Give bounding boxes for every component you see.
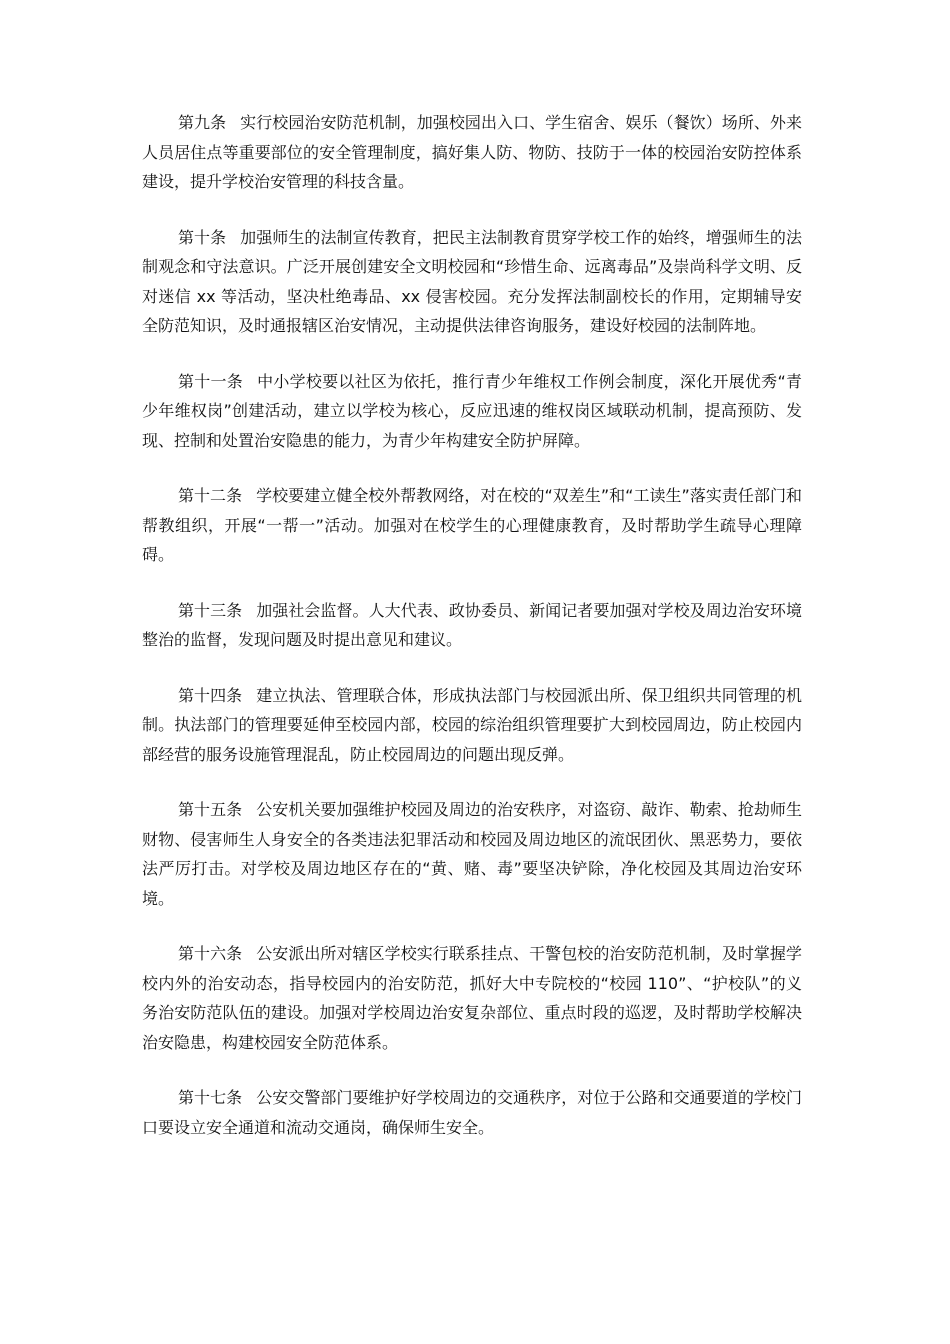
article-12	[142, 481, 802, 570]
article-number: 第十六条	[178, 944, 243, 963]
article-text: 公安交警部门要维护好学校周边的交通秩序，对位于公路和交通要道的学校门口要设立安全通道和流动交通岗，确保师生安全。	[142, 1088, 802, 1137]
article-16	[142, 939, 802, 1057]
article-number: 第十三条	[178, 600, 243, 620]
article-text: 建立执法、管理联合体，形成执法部门与校园派出所、保卫组织共同管理的机制。执法部门的管理要延伸至校园内部，校园的综治组织管理要扩大到校园周边，防止校园内部经营的服务设施管理混乱，防止校园周边的问题出现反弹。	[142, 685, 802, 764]
document-page	[142, 108, 802, 1168]
article-11	[142, 367, 802, 456]
article-text: 中小学校要以社区为依托，推行青少年维权工作例会制度，深化开展优秀“青少年维权岗”创建活动，建立以学校为核心，反应迅速的维权岗区域联动机制，提高预防、发现、控制和处置治安隐患的能力，为青少年构建安全防护屏障。	[142, 371, 802, 450]
article-text: 公安机关要加强维护校园及周边的治安秩序，对盗窃、敲诈、勒索、抢劫师生财物、侵害师生人身安全的各类违法犯罪活动和校园及周边地区的流氓团伙、黑恶势力，要依法严厉打击。对学校及周边地区存在的“黄、赌、毒”要坚决铲除，净化校园及其周边治安环境。	[142, 800, 802, 908]
article-number: 第十一条	[178, 371, 244, 391]
article-text: 公安派出所对辖区学校实行联系挂点、干警包校的治安防范机制，及时掌握学校内外的治安动态，指导校园内的治安防范，抓好大中专院校的“校园 110”、“护校队”的义务治安防范队伍的建设。加强对学校周边治安复杂部位、重点时段的巡逻，及时帮助学校解决治安隐患，构建校园安全防范体系。	[142, 944, 802, 1052]
article-15	[142, 795, 802, 913]
article-text: 加强社会监督。人大代表、政协委员、新闻记者要加强对学校及周边治安环境整治的监督，发现问题及时提出意见和建议。	[142, 600, 802, 649]
article-text: 实行校园治安防范机制，加强校园出入口、学生宿舍、娱乐（餐饮）场所、外来人员居住点等重要部位的安全管理制度，搞好集人防、物防、技防于一体的校园治安防控体系建设，提升学校治安管理的科技含量。	[142, 113, 802, 191]
article-text: 学校要建立健全校外帮教网络，对在校的“双差生”和“工读生”落实责任部门和帮教组织，开展“一帮一”活动。加强对在校学生的心理健康教育，及时帮助学生疏导心理障碍。	[142, 486, 802, 564]
article-10	[142, 223, 802, 341]
article-number: 第十四条	[178, 685, 243, 705]
article-number: 第九条	[178, 113, 227, 132]
article-number: 第十五条	[178, 800, 243, 819]
article-9	[142, 108, 802, 197]
article-14	[142, 681, 802, 770]
article-17	[142, 1083, 802, 1142]
article-number: 第十条	[178, 227, 227, 247]
article-text: 加强师生的法制宣传教育，把民主法制教育贯穿学校工作的始终，增强师生的法制观念和守法意识。广泛开展创建安全文明校园和“珍惜生命、远离毒品”及崇尚科学文明、反对迷信 xx 等活动，坚决杜绝毒品、xx 侵害校园。充分发挥法制副校长的作用，定期辅导安全防范知识，及时通报辖区治安情况，主动提供法律咨询服务，建设好校园的法制阵地。	[142, 227, 802, 335]
article-number: 第十二条	[178, 486, 243, 505]
article-13	[142, 596, 802, 655]
article-number: 第十七条	[178, 1088, 243, 1107]
